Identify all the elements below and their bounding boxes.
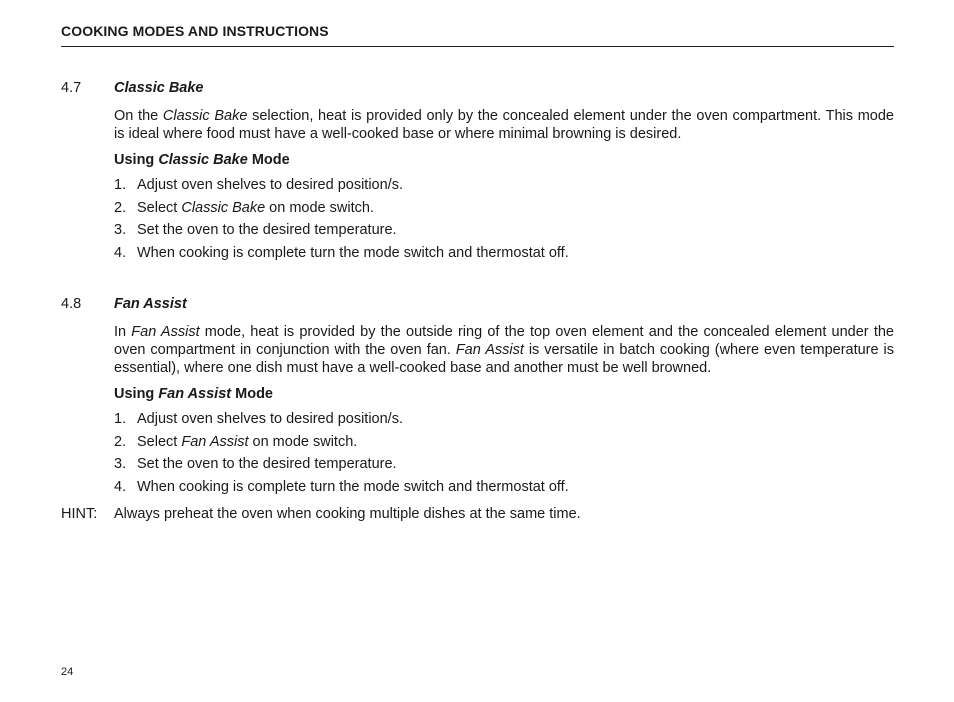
hint-label: HINT: — [61, 506, 98, 522]
section-title: Classic Bake — [114, 80, 204, 96]
steps-list — [114, 410, 894, 500]
manual-page — [61, 0, 894, 702]
header-rule — [61, 46, 894, 47]
step-item: 2. Select Classic Bake on mode switch. — [114, 199, 374, 216]
step-item: 4. When cooking is complete turn the mode switch and thermostat off. — [114, 478, 569, 495]
section-number: 4.8 — [61, 296, 82, 312]
section-number: 4.7 — [61, 80, 82, 96]
section-description: On the Classic Bake selection, heat is provided only by the concealed element under the oven compartment. This mode is ideal where food must have a well-cooked base or where minimal browning is desired. — [114, 108, 894, 142]
usage-subheading: Using Classic Bake Mode — [114, 152, 290, 168]
step-item: 1. Adjust oven shelves to desired position/s. — [114, 411, 403, 427]
step-item: 3. Set the oven to the desired temperature. — [114, 456, 397, 473]
hint-text: Always preheat the oven when cooking multiple dishes at the same time. — [114, 506, 581, 522]
step-item: 2. Select Fan Assist on mode switch. — [114, 433, 358, 450]
page-number: 24 — [61, 666, 74, 678]
usage-subheading: Using Fan Assist Mode — [114, 386, 273, 402]
step-item: 1. Adjust oven shelves to desired position/s. — [114, 177, 403, 193]
steps-list — [114, 176, 894, 266]
step-item: 3. Set the oven to the desired temperature. — [114, 222, 397, 239]
section-description: In Fan Assist mode, heat is provided by the outside ring of the top oven element and the concealed element under the oven compartment in conjunction with the oven fan. Fan Assist is versatile in batch cooking (where even temperature is essential), where one dish must have a well-cooked base and another must be well browned. — [114, 324, 894, 376]
step-item: 4. When cooking is complete turn the mode switch and thermostat off. — [114, 244, 569, 261]
page-header: COOKING MODES AND INSTRUCTIONS — [61, 23, 329, 39]
section-title: Fan Assist — [114, 296, 187, 312]
